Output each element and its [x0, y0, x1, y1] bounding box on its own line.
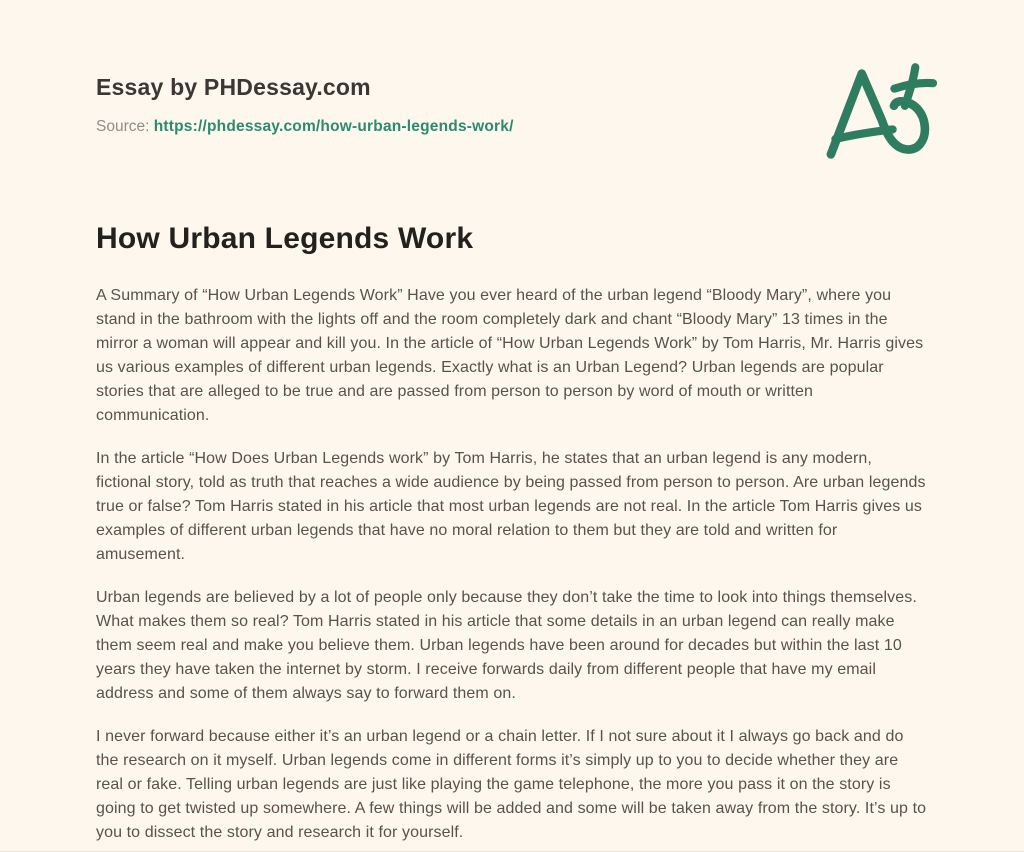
article-paragraph: Urban legends are believed by a lot of people only because they don’t take the time to look into things themselves. What makes them so real? Tom Harris stated in his article that some details in an urban legend can really make them seem real and make you believe them. Urban legends have been around for decades but within the last 10 years they have taken the internet by storm. I receive forwards daily from different people that have my email address and some of them always say to forward them on. [96, 588, 917, 702]
source-label: Source: [96, 117, 150, 135]
article-body [96, 284, 928, 845]
article-paragraph: A Summary of “How Urban Legends Work” Have you ever heard of the urban legend “Bloody Mary”, where you stand in the bathroom with the lights off and the room completely dark and chant “Bloody Mary” 13 times in the mirror a woman will appear and kill you. In the article of “How Urban Legends Work” by Tom Harris, Mr. Harris gives us various examples of different urban legends. Exactly what is an Urban Legend? Urban legends are popular stories that are alleged to be true and are passed from person to person by word of mouth or written communication. [96, 286, 924, 424]
phdessay-a-plus-logo [820, 60, 938, 168]
source-line [96, 118, 928, 137]
source-url-link[interactable]: https://phdessay.com/how-urban-legends-work/ [153, 117, 514, 135]
page-header [96, 74, 928, 136]
article-paragraph: I never forward because either it’s an urban legend or a chain letter. If I not sure about it I always go back and do the research on it myself. Urban legends come in different forms it’s simply up to you to decide whether they are real or fake. Telling urban legends are just like playing the game telephone, the more you pass it on the story is going to get twisted up somewhere. A few things will be added and some will be taken away from the story. It’s up to you to dissect the story and research it for yourself. [96, 727, 927, 841]
article-paragraph: In the article “How Does Urban Legends work” by Tom Harris, he states that an urban legend is any modern, fictional story, told as truth that reaches a wide audience by being passed from person to person. Are urban legends true or false? Tom Harris stated in his article that most urban legends are not real. In the article Tom Harris gives us examples of different urban legends that have no moral relation to them but they are told and written for amusement. [96, 449, 926, 563]
a-plus-logo-icon [820, 60, 938, 168]
article-title: How Urban Legends Work [96, 222, 474, 256]
site-title: Essay by PHDessay.com [96, 74, 371, 100]
